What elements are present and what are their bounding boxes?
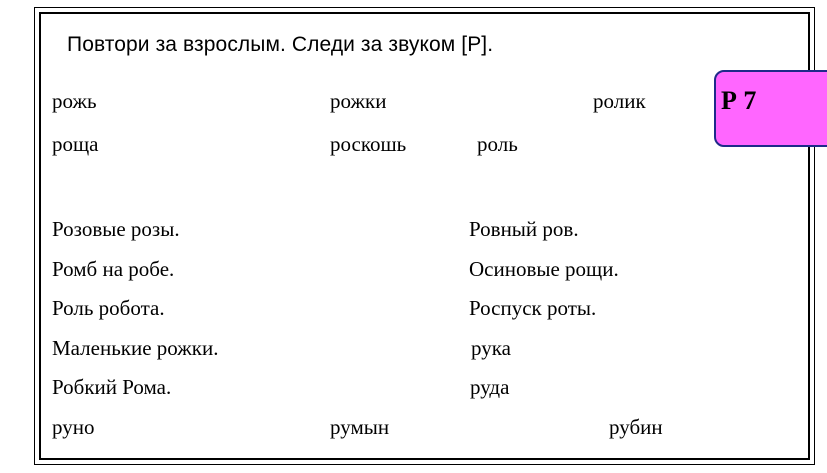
word-item: роль (477, 132, 518, 156)
word-item: рубин (609, 415, 663, 439)
phrase-item: Роспуск роты. (469, 296, 597, 320)
phrase-item: рука (471, 336, 511, 360)
phrase-item: Ромб на робе. (52, 257, 175, 281)
word-item: роскошь (330, 132, 407, 156)
phrase-item: Робкий Рома. (52, 375, 172, 399)
word-item: ролик (593, 89, 646, 113)
word-item: рожки (330, 89, 387, 113)
word-item: румын (330, 415, 390, 439)
phrase-item: руда (470, 375, 510, 399)
phrase-item: Ровный ров. (469, 217, 579, 241)
page-title: Повтори за взрослым. Следи за звуком [Р]. (67, 33, 494, 56)
phrase-item: Осиновые рощи. (469, 257, 619, 281)
phrase-item: Розовые розы. (52, 217, 180, 241)
word-item: руно (52, 415, 95, 439)
phrase-item: Маленькие рожки. (52, 336, 219, 360)
word-item: роща (52, 132, 99, 156)
lesson-badge (714, 70, 827, 147)
word-item: рожь (52, 89, 97, 113)
lesson-badge-label: Р 7 (721, 86, 757, 115)
phrase-item: Роль робота. (52, 296, 165, 320)
